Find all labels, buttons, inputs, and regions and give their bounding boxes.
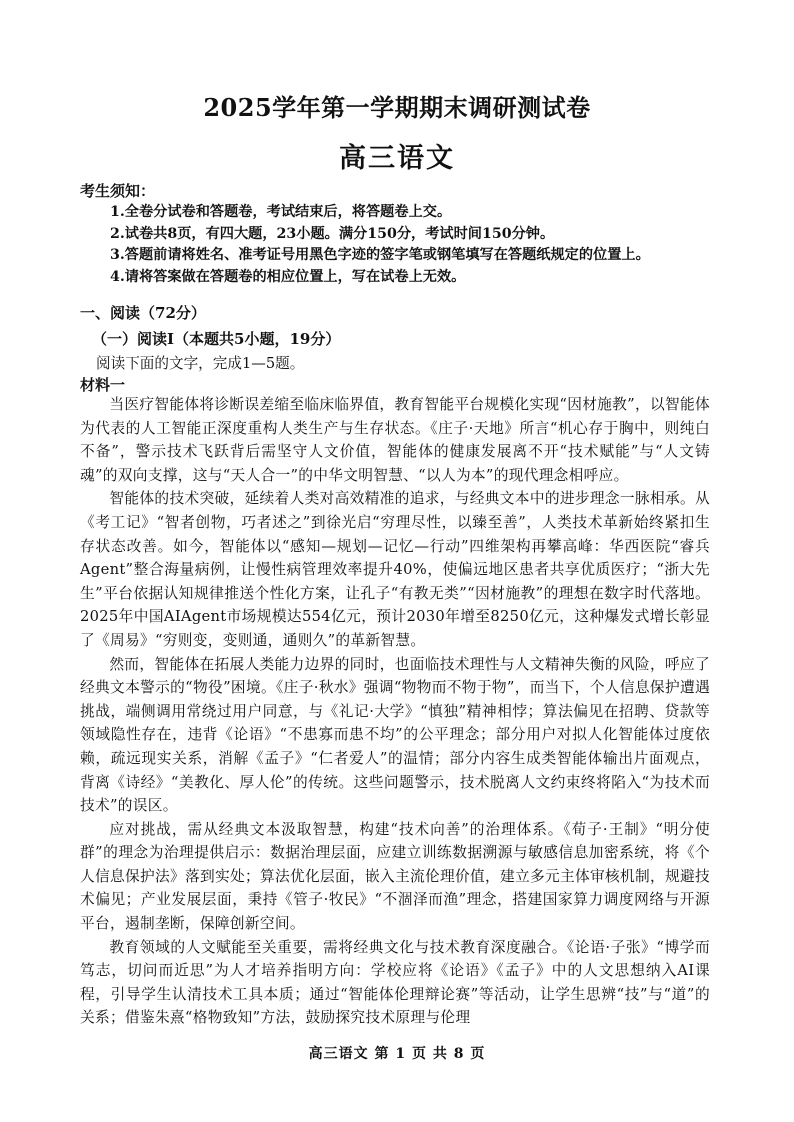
notice-item: 1.全卷分试卷和答题卷，考试结束后，将答题卷上交。 xyxy=(110,204,452,220)
reading-instruction: 阅读下面的文字，完成1—5题。 xyxy=(96,355,305,372)
paragraph: 教育领域的人文赋能至关重要，需将经典文化与技术教育深度融合。《论语·子张》“博学而笃志，切问而近思”为人才培养指明方向：学校应将《论语》《孟子》中的人文思想纳入AI课程，引导学生认清技术工具本质；通过“智能体伦理辩论赛”等活动，让学生思辨“技”与“道”的关系；借鉴朱熹“格物致知”方法，鼓励探究技术原理与伦理 xyxy=(80,938,710,1027)
section-heading: 一、阅读（72分） xyxy=(80,304,206,322)
material-heading: 材料一 xyxy=(80,376,126,394)
paragraph: 应对挑战，需从经典文本汲取智慧，构建“技术向善”的治理体系。《荀子·王制》“明分使群”的理念为治理提供启示：数据治理层面，应建立训练数据溯源与敏感信息加密系统，将《个人信息保护法》落到实处；算法优化层面，嵌入主流伦理价值，建立多元主体审核机制，规避技术偏见；产业发展层面，秉持《管子·牧民》“不涸泽而渔”理念，搭建国家算力调度网络与开源平台，遏制垄断，保障创新空间。 xyxy=(80,820,710,933)
paragraph: 然而，智能体在拓展人类能力边界的同时，也面临技术理性与人文精神失衡的风险，呼应了经典文本警示的“物役”困境。《庄子·秋水》强调“物物而不物于物”，而当下，个人信息保护遭遇挑战，端侧调用常绕过用户同意，与《礼记·大学》“慎独”精神相悖；算法偏见在招聘、贷款等领域隐性存在，违背《论语》“不患寡而患不均”的公平理念；部分用户对拟人化智能体过度依赖，疏远现实关系，消解《孟子》“仁者爱人”的温情；部分内容生成类智能体输出片面观点，背离《诗经》“美教化、厚人伦”的传统。这些问题警示，技术脱离人文约束终将陷入“为技术而技术”的误区。 xyxy=(80,655,710,815)
notice-heading: 考生须知： xyxy=(80,182,156,200)
subject-title: 高三语文 xyxy=(339,143,455,174)
paragraph: 当医疗智能体将诊断误差缩至临床临界值，教育智能平台规模化实现“因材施教”，以智能体为代表的人工智能正深度重构人类生产与生存状态。《庄子·天地》所言“机心存于胸中，则纯白不备”，警示技术飞跃背后需坚守人文价值，智能体的健康发展离不开“技术赋能”与“人文铸魂”的双向支撑，这与“天人合一”的中华文明智慧、“以人为本”的现代理念相呼应。 xyxy=(80,396,710,484)
notice-list xyxy=(110,202,730,288)
notice-item: 4.请将答案做在答题卷的相应位置上，写在试卷上无效。 xyxy=(110,268,466,285)
page-footer: 高三语文 第 1 页 共 8 页 xyxy=(308,1046,486,1062)
exam-title: 2025学年第一学期期末调研测试卷 xyxy=(203,93,591,122)
notice-item: 3.答题前请将姓名、准考证号用黑色字迹的签字笔或钢笔填写在答题纸规定的位置上。 xyxy=(110,247,650,263)
material-body xyxy=(80,393,710,1030)
subsection-heading: （一）阅读I（本题共5小题，19分） xyxy=(92,330,341,348)
notice-item: 2.试卷共8页，有四大题，23小题。满分150分，考试时间150分钟。 xyxy=(110,225,555,242)
paragraph: 智能体的技术突破，延续着人类对高效精准的追求，与经典文本中的进步理念一脉相承。从《考工记》“智者创物，巧者述之”到徐光启“穷理尽性，以臻至善”，人类技术革新始终紧扣生存状态改善。如今，智能体以“感知—规划—记忆—行动”四维架构再攀高峰：华西医院“睿兵Agent”整合海量病例，让慢性病管理效率提升40%，使偏远地区患者共享优质医疗；“浙大先生”平台依据认知规律推送个性化方案，让孔子“有教无类”“因材施教”的理想在数字时代落地。2025年中国AIAgent市场规模达554亿元，预计2030年增至8250亿元，这种爆发式增长彰显了《周易》“穷则变，变则通，通则久”的革新智慧。 xyxy=(80,490,710,649)
